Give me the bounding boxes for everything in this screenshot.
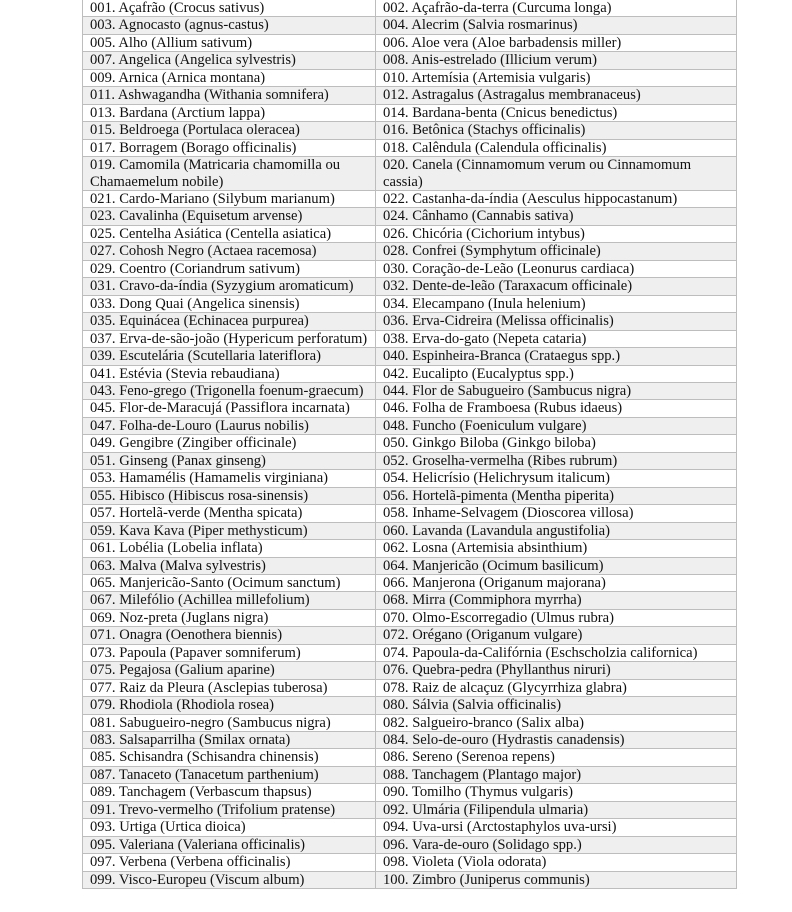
table-row xyxy=(83,749,737,766)
herb-cell-odd: 093. Urtiga (Urtica dioica) xyxy=(83,819,376,836)
table-row xyxy=(83,522,737,539)
herb-cell-even: 012. Astragalus (Astragalus membranaceus) xyxy=(376,87,737,104)
herb-cell-even: 018. Calêndula (Calendula officinalis) xyxy=(376,139,737,156)
table-row xyxy=(83,714,737,731)
herb-cell-odd: 057. Hortelã-verde (Mentha spicata) xyxy=(83,505,376,522)
herb-cell-even: 054. Helicrísio (Helichrysum italicum) xyxy=(376,470,737,487)
herb-cell-odd: 005. Alho (Allium sativum) xyxy=(83,34,376,51)
herb-cell-even: 044. Flor de Sabugueiro (Sambucus nigra) xyxy=(376,382,737,399)
herb-cell-odd: 051. Ginseng (Panax ginseng) xyxy=(83,452,376,469)
herb-cell-even: 096. Vara-de-ouro (Solidago spp.) xyxy=(376,836,737,853)
table-row xyxy=(83,435,737,452)
herb-cell-even: 060. Lavanda (Lavandula angustifolia) xyxy=(376,522,737,539)
herb-cell-even: 026. Chicória (Cichorium intybus) xyxy=(376,225,737,242)
herb-cell-even: 050. Ginkgo Biloba (Ginkgo biloba) xyxy=(376,435,737,452)
herb-cell-odd: 061. Lobélia (Lobelia inflata) xyxy=(83,540,376,557)
table-row xyxy=(83,139,737,156)
herb-cell-odd: 047. Folha-de-Louro (Laurus nobilis) xyxy=(83,417,376,434)
herb-cell-even: 100. Zimbro (Juniperus communis) xyxy=(376,871,737,888)
table-row xyxy=(83,487,737,504)
herb-cell-even: 062. Losna (Artemisia absinthium) xyxy=(376,540,737,557)
herb-cell-even: 078. Raiz de alcaçuz (Glycyrrhiza glabra) xyxy=(376,679,737,696)
herb-cell-odd: 059. Kava Kava (Piper methysticum) xyxy=(83,522,376,539)
herb-cell-even: 084. Selo-de-ouro (Hydrastis canadensis) xyxy=(376,732,737,749)
table-row xyxy=(83,871,737,888)
herb-cell-even: 010. Artemísia (Artemisia vulgaris) xyxy=(376,69,737,86)
table-row xyxy=(83,157,737,191)
table-row xyxy=(83,732,737,749)
herb-cell-even: 064. Manjericão (Ocimum basilicum) xyxy=(376,557,737,574)
herb-cell-odd: 053. Hamamélis (Hamamelis virginiana) xyxy=(83,470,376,487)
herb-list-body xyxy=(83,0,737,889)
table-row xyxy=(83,574,737,591)
table-row xyxy=(83,295,737,312)
herb-cell-even: 020. Canela (Cinnamomum verum ou Cinnamomum cassia) xyxy=(376,157,737,191)
table-row xyxy=(83,417,737,434)
herb-cell-even: 094. Uva-ursi (Arctostaphylos uva-ursi) xyxy=(376,819,737,836)
table-row xyxy=(83,679,737,696)
herb-cell-even: 056. Hortelã-pimenta (Mentha piperita) xyxy=(376,487,737,504)
herb-cell-even: 048. Funcho (Foeniculum vulgare) xyxy=(376,417,737,434)
herb-cell-even: 070. Olmo-Escorregadio (Ulmus rubra) xyxy=(376,609,737,626)
herb-cell-odd: 049. Gengibre (Zingiber officinale) xyxy=(83,435,376,452)
herb-cell-even: 006. Aloe vera (Aloe barbadensis miller) xyxy=(376,34,737,51)
table-row xyxy=(83,609,737,626)
table-row xyxy=(83,836,737,853)
table-row xyxy=(83,348,737,365)
herb-cell-even: 014. Bardana-benta (Cnicus benedictus) xyxy=(376,104,737,121)
herb-cell-even: 058. Inhame-Selvagem (Dioscorea villosa) xyxy=(376,505,737,522)
herb-cell-odd: 011. Ashwagandha (Withania somnifera) xyxy=(83,87,376,104)
herb-cell-odd: 027. Cohosh Negro (Actaea racemosa) xyxy=(83,243,376,260)
herb-cell-odd: 081. Sabugueiro-negro (Sambucus nigra) xyxy=(83,714,376,731)
table-row xyxy=(83,400,737,417)
table-row xyxy=(83,190,737,207)
herb-cell-odd: 037. Erva-de-são-joão (Hypericum perforatum) xyxy=(83,330,376,347)
table-row xyxy=(83,662,737,679)
table-row xyxy=(83,382,737,399)
herb-cell-odd: 021. Cardo-Mariano (Silybum marianum) xyxy=(83,190,376,207)
table-row xyxy=(83,0,737,17)
herb-cell-odd: 067. Milefólio (Achillea millefolium) xyxy=(83,592,376,609)
herb-cell-odd: 043. Feno-grego (Trigonella foenum-graecum) xyxy=(83,382,376,399)
herb-cell-even: 066. Manjerona (Origanum majorana) xyxy=(376,574,737,591)
table-row xyxy=(83,784,737,801)
herb-cell-even: 052. Groselha-vermelha (Ribes rubrum) xyxy=(376,452,737,469)
table-row xyxy=(83,69,737,86)
herb-cell-even: 004. Alecrim (Salvia rosmarinus) xyxy=(376,17,737,34)
herb-list-table xyxy=(82,0,737,889)
herb-cell-even: 024. Cânhamo (Cannabis sativa) xyxy=(376,208,737,225)
herb-cell-odd: 087. Tanaceto (Tanacetum parthenium) xyxy=(83,766,376,783)
herb-cell-even: 072. Orégano (Origanum vulgare) xyxy=(376,627,737,644)
herb-cell-even: 082. Salgueiro-branco (Salix alba) xyxy=(376,714,737,731)
herb-cell-odd: 013. Bardana (Arctium lappa) xyxy=(83,104,376,121)
herb-cell-even: 008. Anis-estrelado (Illicium verum) xyxy=(376,52,737,69)
herb-cell-even: 080. Sálvia (Salvia officinalis) xyxy=(376,697,737,714)
herb-cell-even: 068. Mirra (Commiphora myrrha) xyxy=(376,592,737,609)
table-row xyxy=(83,854,737,871)
herb-cell-even: 036. Erva-Cidreira (Melissa officinalis) xyxy=(376,313,737,330)
herb-cell-odd: 031. Cravo-da-índia (Syzygium aromaticum) xyxy=(83,278,376,295)
herb-cell-odd: 077. Raiz da Pleura (Asclepias tuberosa) xyxy=(83,679,376,696)
herb-cell-odd: 001. Açafrão (Crocus sativus) xyxy=(83,0,376,17)
herb-cell-odd: 091. Trevo-vermelho (Trifolium pratense) xyxy=(83,801,376,818)
table-row xyxy=(83,557,737,574)
herb-cell-even: 032. Dente-de-leão (Taraxacum officinale) xyxy=(376,278,737,295)
herb-cell-odd: 015. Beldroega (Portulaca oleracea) xyxy=(83,122,376,139)
herb-cell-odd: 007. Angelica (Angelica sylvestris) xyxy=(83,52,376,69)
table-row xyxy=(83,278,737,295)
herb-cell-even: 016. Betônica (Stachys officinalis) xyxy=(376,122,737,139)
herb-cell-even: 090. Tomilho (Thymus vulgaris) xyxy=(376,784,737,801)
herb-cell-even: 028. Confrei (Symphytum officinale) xyxy=(376,243,737,260)
herb-cell-odd: 097. Verbena (Verbena officinalis) xyxy=(83,854,376,871)
table-row xyxy=(83,365,737,382)
herb-cell-even: 098. Violeta (Viola odorata) xyxy=(376,854,737,871)
table-row xyxy=(83,697,737,714)
table-row xyxy=(83,644,737,661)
herb-cell-even: 092. Ulmária (Filipendula ulmaria) xyxy=(376,801,737,818)
table-row xyxy=(83,225,737,242)
herb-cell-odd: 089. Tanchagem (Verbascum thapsus) xyxy=(83,784,376,801)
table-row xyxy=(83,208,737,225)
herb-cell-odd: 073. Papoula (Papaver somniferum) xyxy=(83,644,376,661)
table-row xyxy=(83,330,737,347)
table-row xyxy=(83,243,737,260)
table-row xyxy=(83,766,737,783)
herb-cell-even: 038. Erva-do-gato (Nepeta cataria) xyxy=(376,330,737,347)
herb-cell-odd: 041. Estévia (Stevia rebaudiana) xyxy=(83,365,376,382)
herb-cell-odd: 069. Noz-preta (Juglans nigra) xyxy=(83,609,376,626)
herb-cell-even: 074. Papoula-da-Califórnia (Eschscholzia californica) xyxy=(376,644,737,661)
herb-cell-odd: 065. Manjericão-Santo (Ocimum sanctum) xyxy=(83,574,376,591)
herb-cell-odd: 017. Borragem (Borago officinalis) xyxy=(83,139,376,156)
table-row xyxy=(83,592,737,609)
herb-cell-odd: 023. Cavalinha (Equisetum arvense) xyxy=(83,208,376,225)
herb-cell-even: 046. Folha de Framboesa (Rubus idaeus) xyxy=(376,400,737,417)
table-row xyxy=(83,470,737,487)
herb-cell-odd: 079. Rhodiola (Rhodiola rosea) xyxy=(83,697,376,714)
herb-cell-even: 076. Quebra-pedra (Phyllanthus niruri) xyxy=(376,662,737,679)
table-row xyxy=(83,87,737,104)
table-row xyxy=(83,52,737,69)
table-row xyxy=(83,540,737,557)
table-row xyxy=(83,34,737,51)
herb-list-table-container xyxy=(82,0,736,889)
table-row xyxy=(83,819,737,836)
herb-cell-odd: 025. Centelha Asiática (Centella asiatica) xyxy=(83,225,376,242)
herb-cell-odd: 071. Onagra (Oenothera biennis) xyxy=(83,627,376,644)
table-row xyxy=(83,452,737,469)
herb-cell-odd: 095. Valeriana (Valeriana officinalis) xyxy=(83,836,376,853)
herb-cell-odd: 019. Camomila (Matricaria chamomilla ou Chamaemelum nobile) xyxy=(83,157,376,191)
herb-cell-odd: 085. Schisandra (Schisandra chinensis) xyxy=(83,749,376,766)
herb-cell-even: 022. Castanha-da-índia (Aesculus hippocastanum) xyxy=(376,190,737,207)
herb-cell-odd: 009. Arnica (Arnica montana) xyxy=(83,69,376,86)
table-row xyxy=(83,313,737,330)
herb-cell-odd: 055. Hibisco (Hibiscus rosa-sinensis) xyxy=(83,487,376,504)
herb-cell-odd: 029. Coentro (Coriandrum sativum) xyxy=(83,260,376,277)
table-row xyxy=(83,627,737,644)
table-row xyxy=(83,505,737,522)
herb-cell-odd: 003. Agnocasto (agnus-castus) xyxy=(83,17,376,34)
herb-cell-odd: 033. Dong Quai (Angelica sinensis) xyxy=(83,295,376,312)
herb-cell-even: 040. Espinheira-Branca (Crataegus spp.) xyxy=(376,348,737,365)
herb-cell-odd: 063. Malva (Malva sylvestris) xyxy=(83,557,376,574)
herb-cell-odd: 045. Flor-de-Maracujá (Passiflora incarnata) xyxy=(83,400,376,417)
herb-cell-even: 042. Eucalipto (Eucalyptus spp.) xyxy=(376,365,737,382)
herb-cell-even: 088. Tanchagem (Plantago major) xyxy=(376,766,737,783)
herb-cell-odd: 083. Salsaparrilha (Smilax ornata) xyxy=(83,732,376,749)
herb-cell-even: 034. Elecampano (Inula helenium) xyxy=(376,295,737,312)
herb-cell-even: 030. Coração-de-Leão (Leonurus cardiaca) xyxy=(376,260,737,277)
herb-cell-odd: 099. Visco-Europeu (Viscum album) xyxy=(83,871,376,888)
table-row xyxy=(83,17,737,34)
table-row xyxy=(83,104,737,121)
herb-cell-odd: 075. Pegajosa (Galium aparine) xyxy=(83,662,376,679)
table-row xyxy=(83,801,737,818)
table-row xyxy=(83,122,737,139)
table-row xyxy=(83,260,737,277)
herb-cell-even: 002. Açafrão-da-terra (Curcuma longa) xyxy=(376,0,737,17)
herb-cell-odd: 035. Equinácea (Echinacea purpurea) xyxy=(83,313,376,330)
herb-cell-odd: 039. Escutelária (Scutellaria lateriflora) xyxy=(83,348,376,365)
herb-cell-even: 086. Sereno (Serenoa repens) xyxy=(376,749,737,766)
